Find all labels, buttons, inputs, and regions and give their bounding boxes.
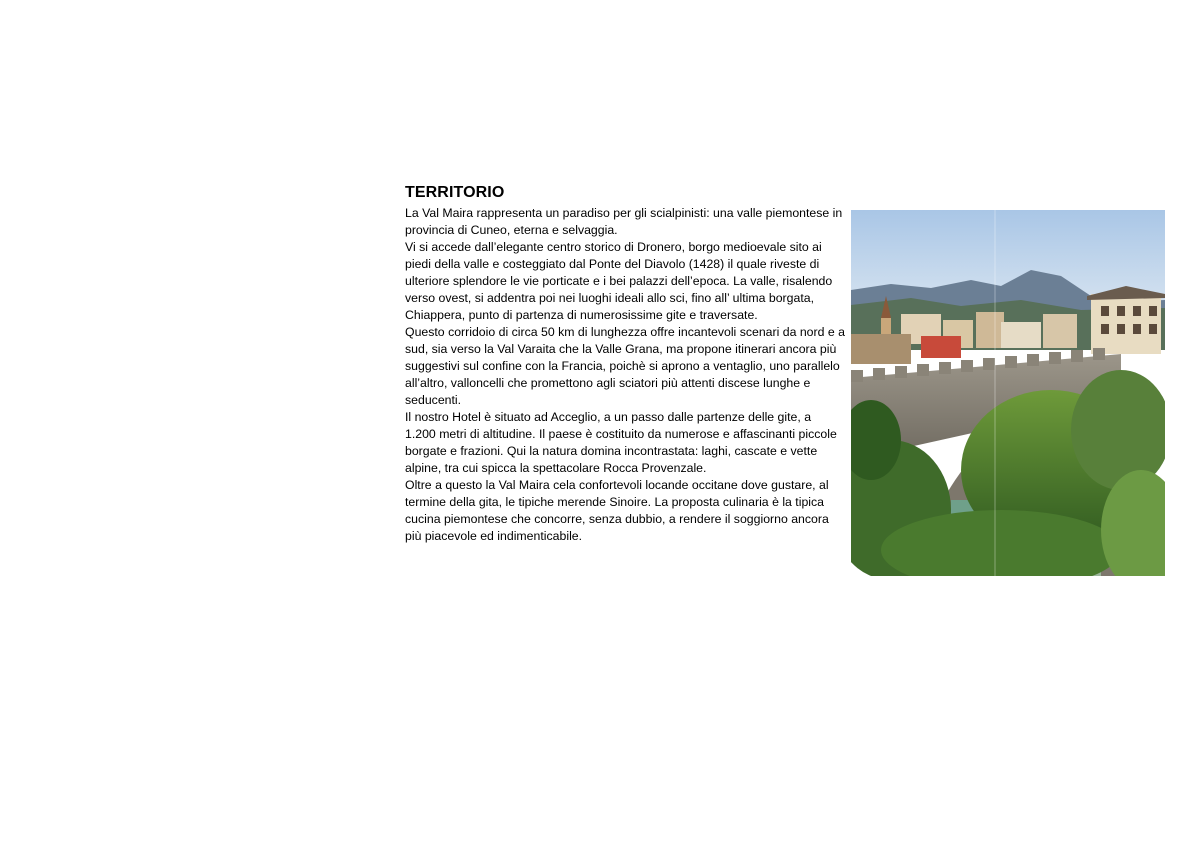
paragraph-hotel: Il nostro Hotel è situato ad Acceglio, a un passo dalle partenze delle gite, a 1.200 metri di altitudine. Il paese è costituito da numerose e affascinanti piccole borgate e frazioni. Qui la natura domina incontrastata: laghi, cascate e vette alpine, tra cui spicca la spettacolare Rocca Provenzale. bbox=[405, 410, 837, 475]
paragraph-corridor: Questo corridoio di circa 50 km di lunghezza offre incantevoli scenari da nord e a sud, sia verso la Val Varaita che la Valle Grana, ma propone itinerari ancora più suggestivi sul confine con la Francia, poichè si aprono a ventaglio, uno parallelo all’altro, valloncelli che promettono agli sciatori più attenti discese lunghe e seducenti. bbox=[405, 325, 845, 407]
paragraph-cuisine: Oltre a questo la Val Maira cela confortevoli locande occitane dove gustare, al termine della gita, le tipiche merende Sinoire. La proposta culinaria è la tipica cucina piemontese che concorre, senza dubbio, a rendere il soggiorno ancora più piacevole ed indimenticabile. bbox=[405, 478, 829, 543]
section-title: TERRITORIO bbox=[405, 184, 505, 201]
stone-bridge-village-photo bbox=[851, 210, 1165, 576]
paragraph-dronero: Vi si accede dall’elegante centro storico di Dronero, borgo medioevale sito ai piedi della valle e costeggiato dal Ponte del Diavolo (1428) il quale riveste di ulteriore splendore le vie porticate e i bei palazzi dell’epoca. La valle, risalendo verso ovest, si addentra poi nei luoghi ideali allo sci, fino all’ ultima borgata, Chiappera, punto di partenza di numerosissime gite e traversate. bbox=[405, 240, 833, 322]
paragraph-intro: La Val Maira rappresenta un paradiso per gli scialpinisti: una valle piemontese in provincia di Cuneo, eterna e selvaggia. bbox=[405, 206, 843, 237]
text-column bbox=[405, 183, 845, 545]
body-text bbox=[405, 205, 845, 545]
photo-illustration bbox=[851, 210, 1165, 576]
